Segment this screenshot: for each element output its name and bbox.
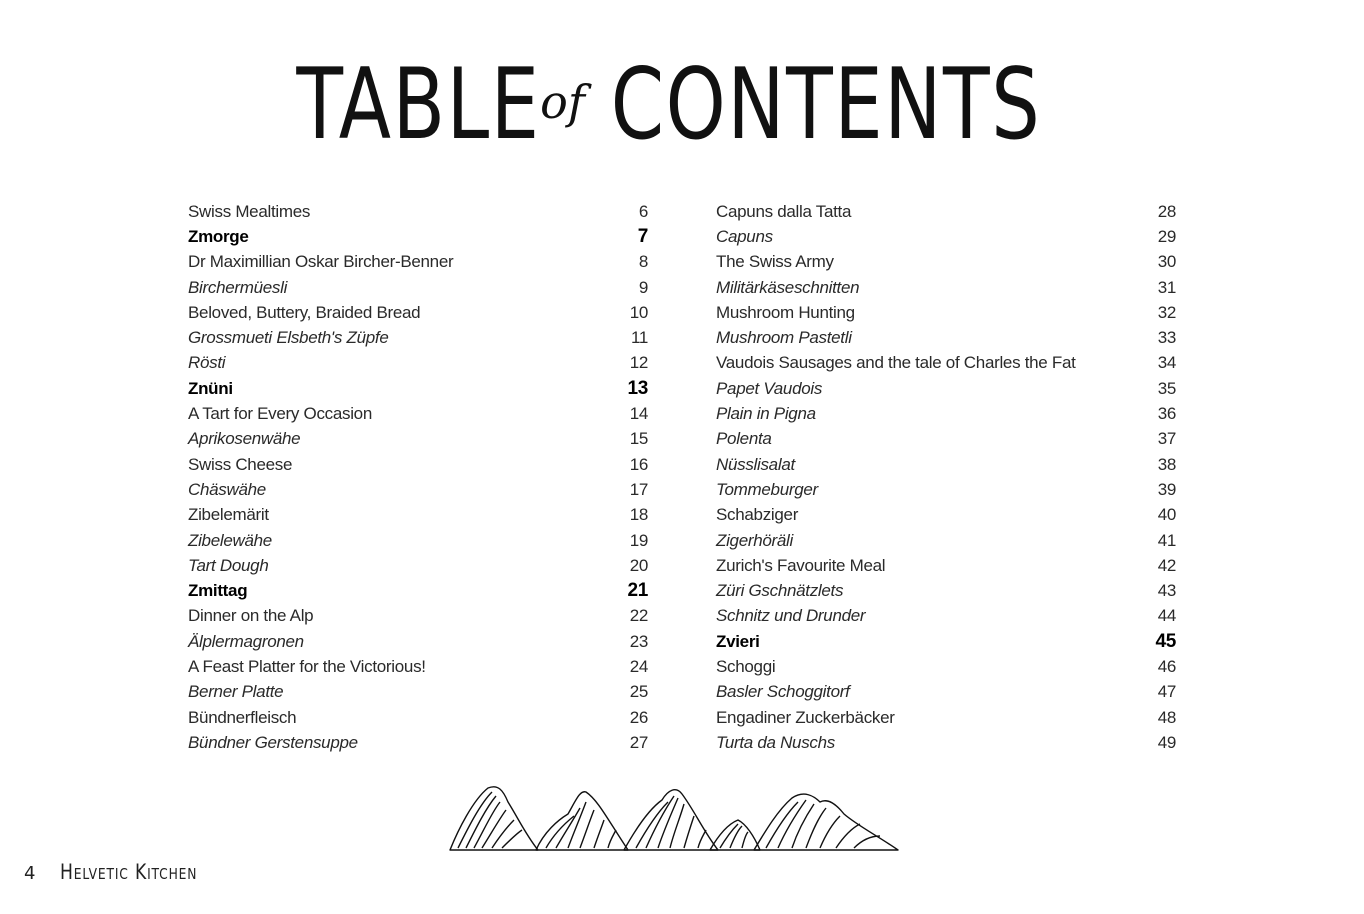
- page-title-of: of: [540, 75, 585, 129]
- toc-entry-title: Capuns: [716, 226, 773, 246]
- toc-entry-title: Turta da Nuschs: [716, 732, 835, 752]
- toc-entry-page: 26: [629, 707, 648, 727]
- toc-entry-page: 15: [629, 429, 648, 449]
- toc-entry: [716, 680, 1176, 705]
- toc-entry-title: Chäswähe: [188, 479, 266, 499]
- toc-entry: [716, 629, 1176, 654]
- toc-entry-title: Tart Dough: [188, 555, 269, 575]
- toc-entry-page: 46: [1157, 656, 1176, 676]
- toc-entry-title: A Tart for Every Occasion: [188, 404, 372, 424]
- toc-entry-page: 20: [629, 555, 648, 575]
- toc-entry-title: Swiss Cheese: [188, 454, 293, 474]
- toc-entry-title: Birchermüesli: [188, 277, 288, 297]
- toc-entry-page: 45: [1155, 630, 1176, 652]
- toc-entry-title: A Feast Platter for the Victorious!: [188, 656, 426, 676]
- toc-entry-title: Nüsslisalat: [716, 454, 795, 474]
- toc-entry: [716, 477, 1176, 502]
- toc-entry: [188, 300, 648, 325]
- toc-entry-page: 17: [629, 479, 648, 499]
- toc-entry-page: 18: [629, 505, 648, 525]
- toc-entry-title: Engadiner Zuckerbäcker: [716, 707, 895, 727]
- toc-entry-page: 27: [629, 732, 648, 752]
- toc-entry: [716, 578, 1176, 603]
- toc-entry-page: 38: [1157, 454, 1176, 474]
- toc-right-column: [716, 199, 1176, 756]
- toc-entry-title: Zmorge: [188, 226, 249, 246]
- page-title-contents: CONTENTS: [610, 48, 1042, 162]
- toc-entry: [188, 452, 648, 477]
- toc-entry-page: 32: [1157, 302, 1176, 322]
- toc-entry-title: Znüni: [188, 378, 233, 398]
- toc-entry: [188, 401, 648, 426]
- toc-entry: [716, 553, 1176, 578]
- toc-entry: [716, 452, 1176, 477]
- toc-entry-page: 35: [1157, 378, 1176, 398]
- toc-entry: [188, 477, 648, 502]
- toc-entry-page: 29: [1157, 226, 1176, 246]
- toc-entry-title: Schabziger: [716, 505, 799, 525]
- toc-entry: [188, 199, 648, 224]
- toc-entry-page: 6: [638, 201, 648, 221]
- toc-entry-title: Mushroom Pastetli: [716, 328, 852, 348]
- page-title: [0, 50, 1364, 160]
- toc-entry-page: 8: [638, 252, 648, 272]
- toc-entry-title: Dr Maximillian Oskar Bircher-Benner: [188, 252, 454, 272]
- toc-entry-title: Aprikosenwähe: [188, 429, 301, 449]
- toc-entry-page: 25: [629, 682, 648, 702]
- toc-entry-page: 9: [638, 277, 648, 297]
- toc-entry: [188, 224, 648, 249]
- toc-entry: [188, 730, 648, 755]
- toc-entry: [188, 528, 648, 553]
- toc-entry: [188, 503, 648, 528]
- toc-entry-page: 49: [1157, 732, 1176, 752]
- toc-entry: [716, 604, 1176, 629]
- toc-entry-page: 16: [629, 454, 648, 474]
- toc-entry-page: 47: [1157, 682, 1176, 702]
- toc-entry: [188, 654, 648, 679]
- toc-entry-page: 14: [629, 404, 648, 424]
- toc-entry: [188, 351, 648, 376]
- toc-entry-page: 40: [1157, 505, 1176, 525]
- toc-entry: [716, 250, 1176, 275]
- toc-entry-title: Zmittag: [188, 581, 248, 601]
- toc-entry-title: Basler Schoggitorf: [716, 682, 850, 702]
- toc-entry: [188, 705, 648, 730]
- toc-entry-title: Polenta: [716, 429, 772, 449]
- toc-entry: [716, 427, 1176, 452]
- toc-entry-page: 13: [627, 377, 648, 399]
- toc-entry: [716, 351, 1176, 376]
- toc-entry-page: 33: [1157, 328, 1176, 348]
- toc-entry-title: Beloved, Buttery, Braided Bread: [188, 302, 421, 322]
- toc-entry: [716, 654, 1176, 679]
- toc-entry-title: Schoggi: [716, 656, 776, 676]
- toc-entry-page: 36: [1157, 404, 1176, 424]
- toc-entry: [716, 224, 1176, 249]
- toc-entry: [716, 376, 1176, 401]
- toc-entry-title: Schnitz und Drunder: [716, 606, 866, 626]
- toc-entry: [716, 705, 1176, 730]
- toc-entry-title: Berner Platte: [188, 682, 284, 702]
- toc-entry-page: 10: [629, 302, 648, 322]
- toc-entry: [188, 553, 648, 578]
- toc-entry-title: Papet Vaudois: [716, 378, 823, 398]
- toc-entry-title: Plain in Pigna: [716, 404, 816, 424]
- toc-entry-page: 30: [1157, 252, 1176, 272]
- toc-entry-title: Zigerhöräli: [716, 530, 794, 550]
- toc-entry-page: 11: [630, 328, 648, 348]
- toc-entry: [716, 528, 1176, 553]
- toc-entry: [716, 300, 1176, 325]
- toc-entry-page: 39: [1157, 479, 1176, 499]
- toc-entry: [188, 325, 648, 350]
- mountains-illustration-icon: [448, 780, 900, 854]
- toc-left-column: [188, 199, 648, 756]
- page-footer: [24, 860, 227, 890]
- toc-entry-title: Zibelemärit: [188, 505, 269, 525]
- toc-entry: [188, 275, 648, 300]
- footer-book-title: Helvetic Kitchen: [59, 860, 197, 884]
- toc-entry: [188, 250, 648, 275]
- toc-entry-page: 44: [1157, 606, 1176, 626]
- toc-entry-title: Tommeburger: [716, 479, 818, 499]
- toc-entry: [188, 680, 648, 705]
- toc-entry-title: Zvieri: [716, 631, 760, 651]
- toc-entry: [188, 604, 648, 629]
- toc-entry-page: 31: [1157, 277, 1176, 297]
- toc-entry: [188, 427, 648, 452]
- toc-entry-title: Mushroom Hunting: [716, 302, 855, 322]
- toc-entry: [716, 199, 1176, 224]
- toc-entry: [716, 325, 1176, 350]
- toc-entry: [716, 401, 1176, 426]
- toc-entry-title: The Swiss Army: [716, 252, 834, 272]
- toc-entry-title: Swiss Mealtimes: [188, 201, 311, 221]
- toc-entry-page: 12: [629, 353, 648, 373]
- toc-entry-title: Rösti: [188, 353, 226, 373]
- toc-entry-page: 22: [629, 606, 648, 626]
- toc-entry-page: 21: [627, 580, 648, 602]
- toc-entry-page: 43: [1157, 581, 1176, 601]
- toc-entry-title: Dinner on the Alp: [188, 606, 314, 626]
- toc-entry-title: Züri Gschnätzlets: [716, 581, 844, 601]
- toc-entry-title: Älplermagronen: [188, 631, 304, 651]
- toc-entry-title: Militärkäseschnitten: [716, 277, 860, 297]
- page-title-table: TABLE: [296, 48, 541, 162]
- footer-page-number: 4: [24, 863, 36, 884]
- toc-entry-title: Grossmueti Elsbeth's Züpfe: [188, 328, 389, 348]
- toc-entry-page: 34: [1157, 353, 1176, 373]
- toc-entry-title: Zurich's Favourite Meal: [716, 555, 886, 575]
- toc-entry-page: 28: [1157, 201, 1176, 221]
- toc-entry-title: Bündner Gerstensuppe: [188, 732, 358, 752]
- toc-entry: [716, 503, 1176, 528]
- toc-entry-page: 7: [637, 225, 648, 247]
- toc-entry: [188, 376, 648, 401]
- toc-entry-title: Zibelewähe: [188, 530, 272, 550]
- toc-entry: [716, 730, 1176, 755]
- toc-entry: [188, 578, 648, 603]
- toc-entry-page: 19: [629, 530, 648, 550]
- toc-entry-title: Bündnerfleisch: [188, 707, 297, 727]
- toc-entry-title: Vaudois Sausages and the tale of Charles the Fat: [716, 353, 1076, 373]
- toc-entry: [188, 629, 648, 654]
- toc-entry-page: 37: [1157, 429, 1176, 449]
- toc-entry-page: 41: [1157, 530, 1176, 550]
- toc-entry: [716, 275, 1176, 300]
- toc-entry-page: 42: [1157, 555, 1176, 575]
- toc-entry-title: Capuns dalla Tatta: [716, 201, 852, 221]
- toc-entry-page: 48: [1157, 707, 1176, 727]
- toc-entry-page: 23: [629, 631, 648, 651]
- toc-entry-page: 24: [629, 656, 648, 676]
